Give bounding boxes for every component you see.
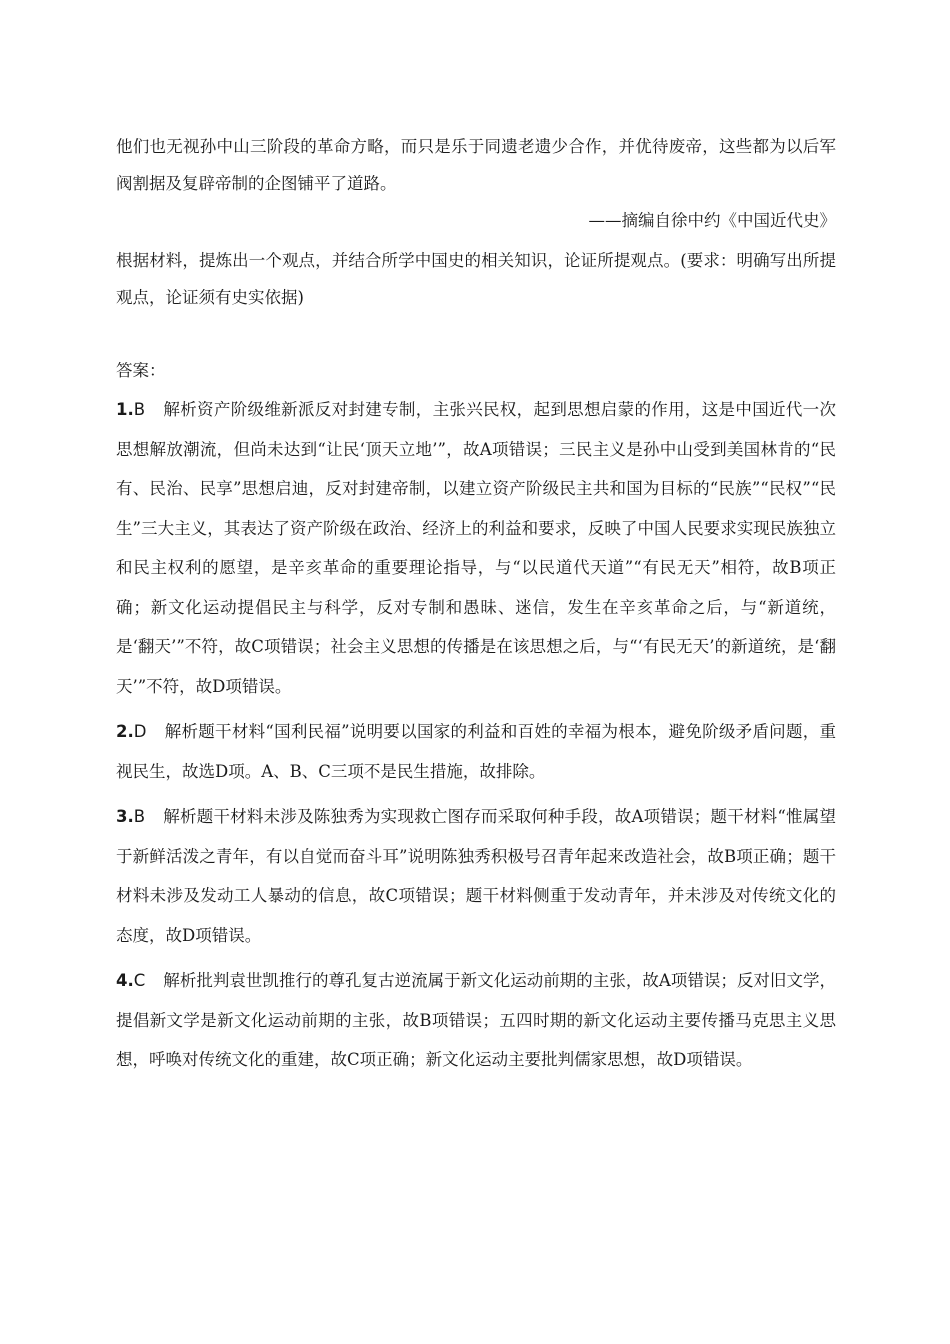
- answer-explanation: 解析资产阶级维新派反对封建专制，主张兴民权，起到思想启蒙的作用，这是中国近代一次思想解放潮流，但尚未达到“让民‘顶天立地’”，故A项错误；三民主义是孙中山受到美国林肯的“民有、民治、民享”思想启迪，反对封建帝制，以建立资产阶级民主共和国为目标的“民族”“民权”“民生”三大主义，其表达了资产阶级在政治、经济上的利益和要求，反映了中国人民要求实现民族独立和民主权利的愿望，是辛亥革命的重要理论指导，与“以民道代天道”“有民无天”相符，故B项正确；新文化运动提倡民主与科学，反对专制和愚昧、迷信，发生在辛亥革命之后，与“新道统，是‘翻天’”不符，故C项错误；社会主义思想的传播是在该思想之后，与“‘有民无天’的新道统，是‘翻天’”不符，故D项错误。: [116, 400, 836, 696]
- answer-choice: C: [133, 971, 146, 990]
- answer-explanation: 解析题干材料“国利民福”说明要以国家的利益和百姓的幸福为根本，避免阶级矛盾问题，重视民生，故选D项。A、B、C三项不是民生措施，故排除。: [116, 722, 836, 781]
- answer-number: 1.: [116, 400, 134, 419]
- answer-number: 4.: [116, 971, 134, 990]
- answer-number: 2.: [116, 722, 134, 741]
- material-paragraph: 他们也无视孙中山三阶段的革命方略，而只是乐于同遗老遗少合作，并优待废帝，这些都为以后军阀割据及复辟帝制的企图铺平了道路。: [116, 137, 836, 193]
- question-text: 根据材料，提炼出一个观点，并结合所学中国史的相关知识，论证所提观点。(要求：明确写出所提观点，论证须有史实依据): [116, 251, 836, 307]
- answer-explanation: 解析题干材料未涉及陈独秀为实现救亡图存而采取何种手段，故A项错误；题干材料“惟属望于新鲜活泼之青年，有以自觉而奋斗耳”说明陈独秀积极号召青年起来改造社会，故B项正确；题干材料未涉及发动工人暴动的信息，故C项错误；题干材料侧重于发动青年，并未涉及对传统文化的态度，故D项错误。: [116, 807, 836, 945]
- answer-choice: B: [133, 807, 146, 826]
- answer-item-1: [116, 390, 836, 706]
- answer-number: 3.: [116, 807, 134, 826]
- answer-item-4: [116, 961, 836, 1080]
- answer-item-2: [116, 712, 836, 791]
- answer-item-3: [116, 797, 836, 955]
- document-page: [116, 128, 836, 1086]
- answers-title: 答案：: [116, 361, 166, 380]
- answer-choice: D: [133, 722, 147, 741]
- answer-choice: B: [133, 400, 146, 419]
- material-source: ——摘编自徐中约《中国近代史》: [588, 211, 836, 230]
- answer-explanation: 解析批判袁世凯推行的尊孔复古逆流属于新文化运动前期的主张，故A项错误；反对旧文学，提倡新文学是新文化运动前期的主张，故B项错误；五四时期的新文化运动主要传播马克思主义思想，呼唤对传统文化的重建，故C项正确；新文化运动主要批判儒家思想，故D项错误。: [116, 971, 836, 1069]
